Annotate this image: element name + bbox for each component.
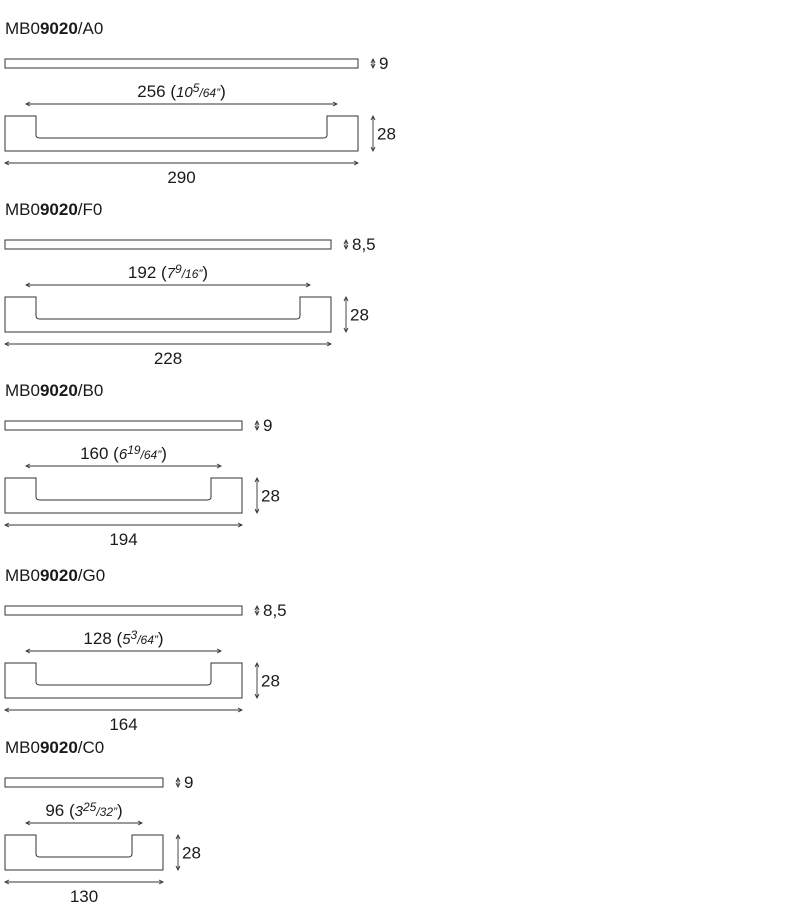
svg-text:28: 28 (261, 671, 280, 691)
overall-length-dimension (5, 523, 242, 549)
svg-text:9: 9 (184, 773, 194, 792)
overall-length-dimension (5, 161, 358, 187)
handle-block-a0 (5, 19, 396, 187)
svg-text:9: 9 (379, 54, 389, 73)
handle-front-view (5, 835, 163, 870)
svg-text:28: 28 (377, 124, 396, 144)
overall-length-dimension (5, 342, 331, 368)
height-dimension (255, 478, 280, 513)
handle-block-f0 (5, 200, 376, 368)
product-code: MB09020/B0 (5, 381, 104, 400)
svg-text:290: 290 (167, 168, 196, 187)
svg-text:8,5: 8,5 (352, 235, 376, 254)
height-dimension (255, 663, 280, 698)
handle-front-view (5, 478, 242, 513)
handle-top-view (5, 240, 331, 249)
svg-text:130: 130 (69, 887, 99, 906)
handle-top-view (5, 778, 163, 787)
center-distance-dimension (26, 443, 221, 468)
svg-text:192 (79/16”): 192 $(7^9_{/16”})$ (127, 262, 209, 282)
svg-text:28: 28 (182, 843, 201, 863)
handle-top-view (5, 59, 358, 68)
handle-block-c0 (5, 738, 201, 906)
thickness-dimension (176, 773, 193, 792)
thickness-dimension (344, 235, 376, 254)
height-dimension (344, 297, 369, 332)
overall-length-dimension (5, 880, 163, 906)
svg-text:194: 194 (109, 530, 138, 549)
product-code: MB09020/G0 (5, 566, 106, 585)
center-distance-dimension (26, 81, 337, 106)
svg-text:228: 228 (153, 349, 183, 368)
thickness-dimension (255, 416, 272, 435)
handle-front-view (5, 663, 242, 698)
svg-text:256 (105/64”): 256 $(10^5_{/64”})$ (137, 81, 226, 101)
svg-text:160 (619/64”): 160 $(6^{19}_{/64”})$ (80, 443, 167, 463)
handle-block-b0 (5, 381, 280, 549)
thickness-dimension (255, 601, 287, 620)
svg-text:128 (53/64”): 128 $(5^3_{/64”})$ (83, 628, 164, 648)
product-code: MB09020/A0 (5, 19, 104, 38)
handle-front-view (5, 297, 331, 332)
svg-text:96 (325/32”): 96 $(3^{25}_{/32”})$ (45, 800, 123, 820)
product-code: MB09020/F0 (5, 200, 103, 219)
height-dimension (176, 835, 201, 870)
center-distance-dimension (26, 262, 310, 287)
product-code: MB09020/C0 (5, 738, 105, 757)
svg-text:9: 9 (263, 416, 273, 435)
handle-front-view (5, 116, 358, 151)
svg-text:8,5: 8,5 (263, 601, 287, 620)
handle-top-view (5, 421, 242, 430)
center-distance-dimension (26, 628, 221, 653)
height-dimension (371, 116, 396, 151)
handle-top-view (5, 606, 242, 615)
handle-block-g0 (5, 566, 287, 734)
svg-text:28: 28 (350, 305, 369, 325)
overall-length-dimension (5, 708, 242, 734)
svg-text:28: 28 (261, 486, 280, 506)
svg-text:164: 164 (109, 715, 138, 734)
thickness-dimension (371, 54, 388, 73)
center-distance-dimension (26, 800, 142, 825)
